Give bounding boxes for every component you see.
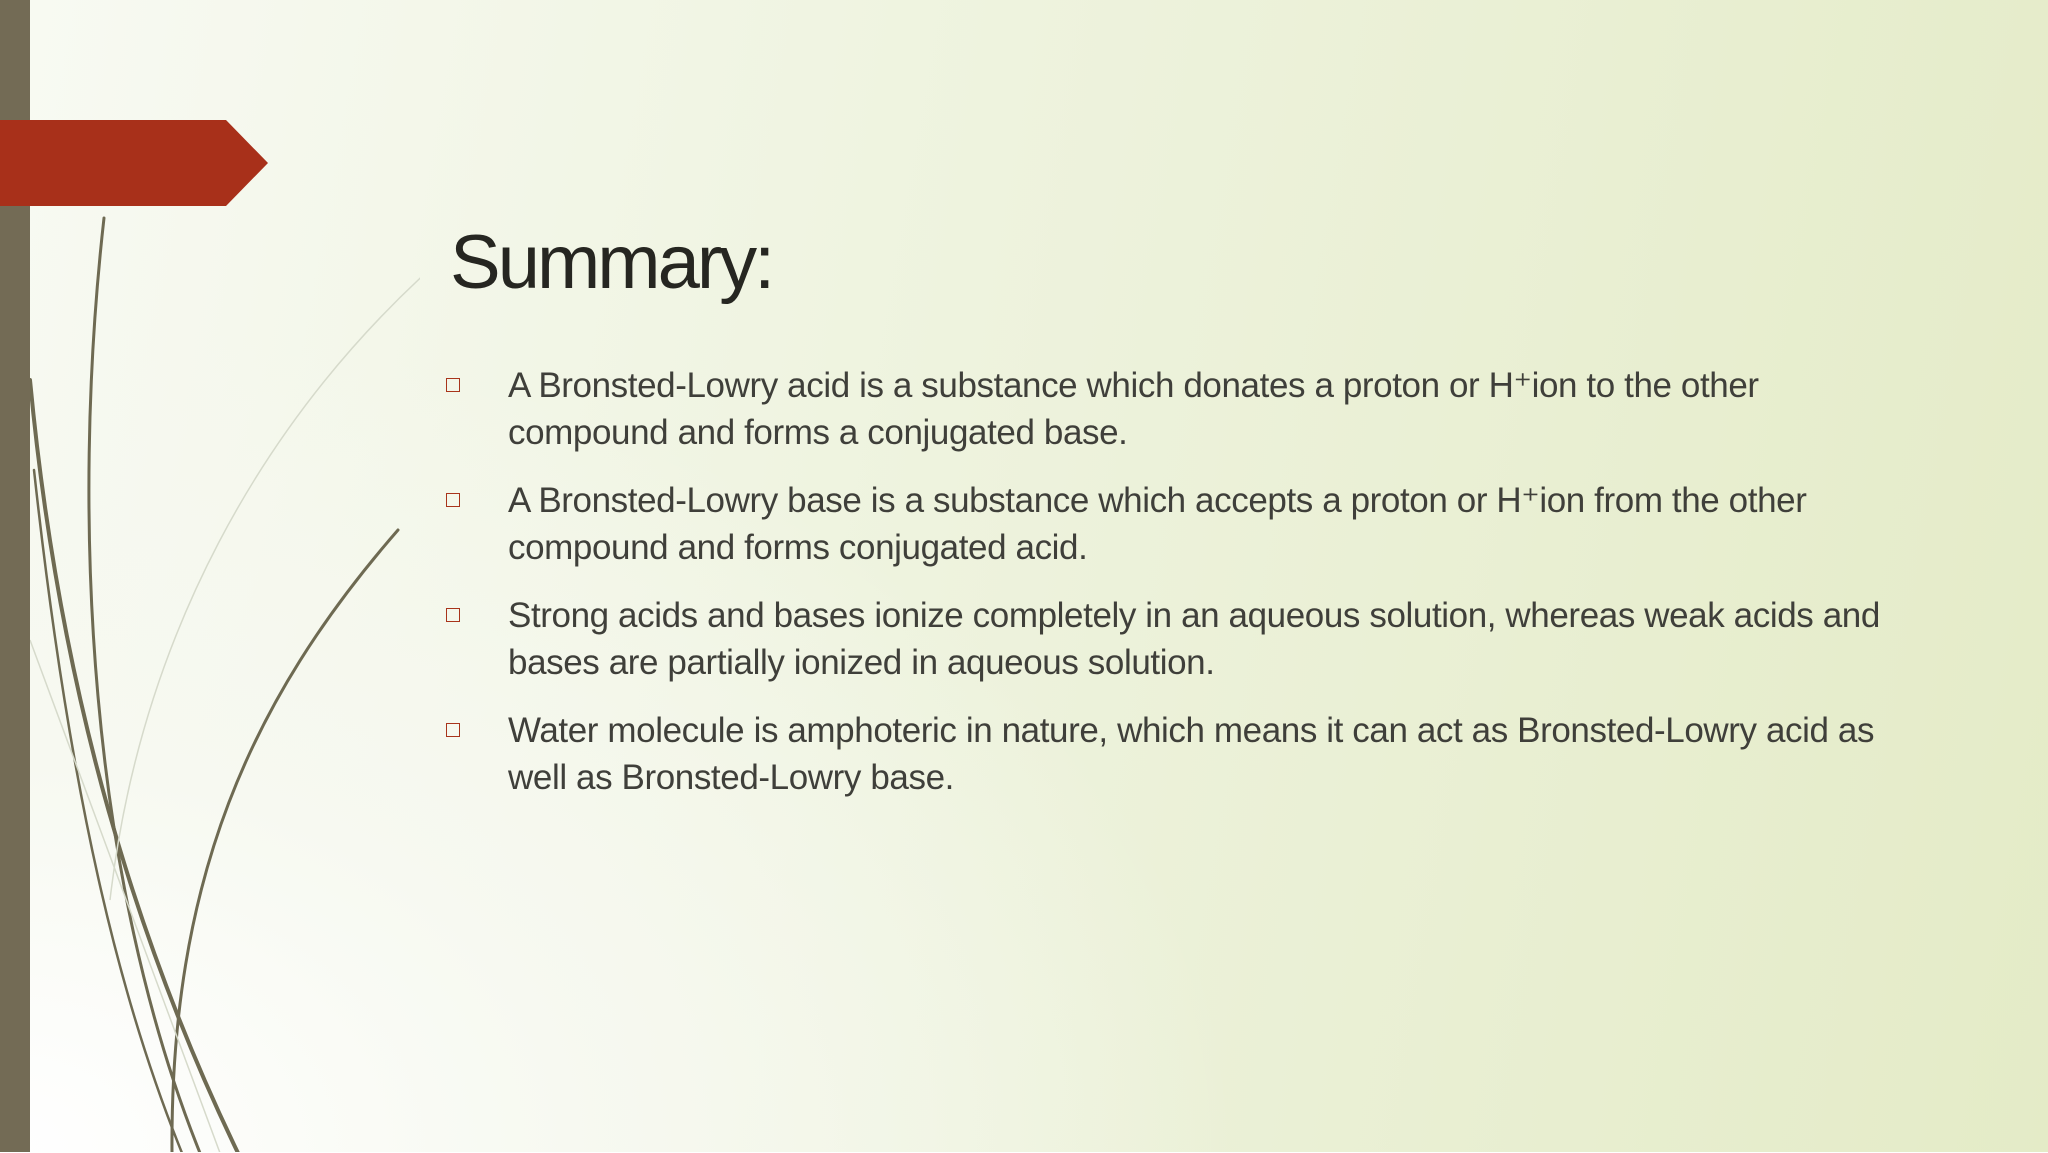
bullet-list	[446, 362, 1926, 822]
slide-title: Summary:	[450, 220, 773, 305]
bullet-item-3	[446, 592, 1926, 686]
square-bullet-icon	[446, 493, 460, 507]
square-bullet-icon	[446, 378, 460, 392]
bullet-text: Water molecule is amphoteric in nature, which means it can act as Bronsted-Lowry acid as well as Bronsted-Lowry base.	[508, 711, 1875, 797]
swoosh-line-3	[172, 530, 398, 1153]
bullet-item-2	[446, 477, 1926, 571]
bullet-item-4	[446, 707, 1926, 801]
bullet-item-1	[446, 362, 1926, 456]
swoosh-line-1	[89, 218, 200, 1153]
square-bullet-icon	[446, 608, 460, 622]
swoosh-faint-2	[30, 640, 220, 1153]
swoosh-faint-1	[110, 260, 420, 900]
bullet-text: Strong acids and bases ionize completely in an aqueous solution, whereas weak acids and bases are partially ionized in aqueous solution.	[508, 596, 1880, 682]
square-bullet-icon	[446, 723, 460, 737]
bullet-text: A Bronsted-Lowry acid is a substance which donates a proton or H⁺ion to the other compound and forms a conjugated base.	[508, 366, 1759, 452]
accent-arrow-shape	[0, 120, 270, 206]
bullet-text: A Bronsted-Lowry base is a substance which accepts a proton or H⁺ion from the other compound and forms conjugated acid.	[508, 481, 1807, 567]
